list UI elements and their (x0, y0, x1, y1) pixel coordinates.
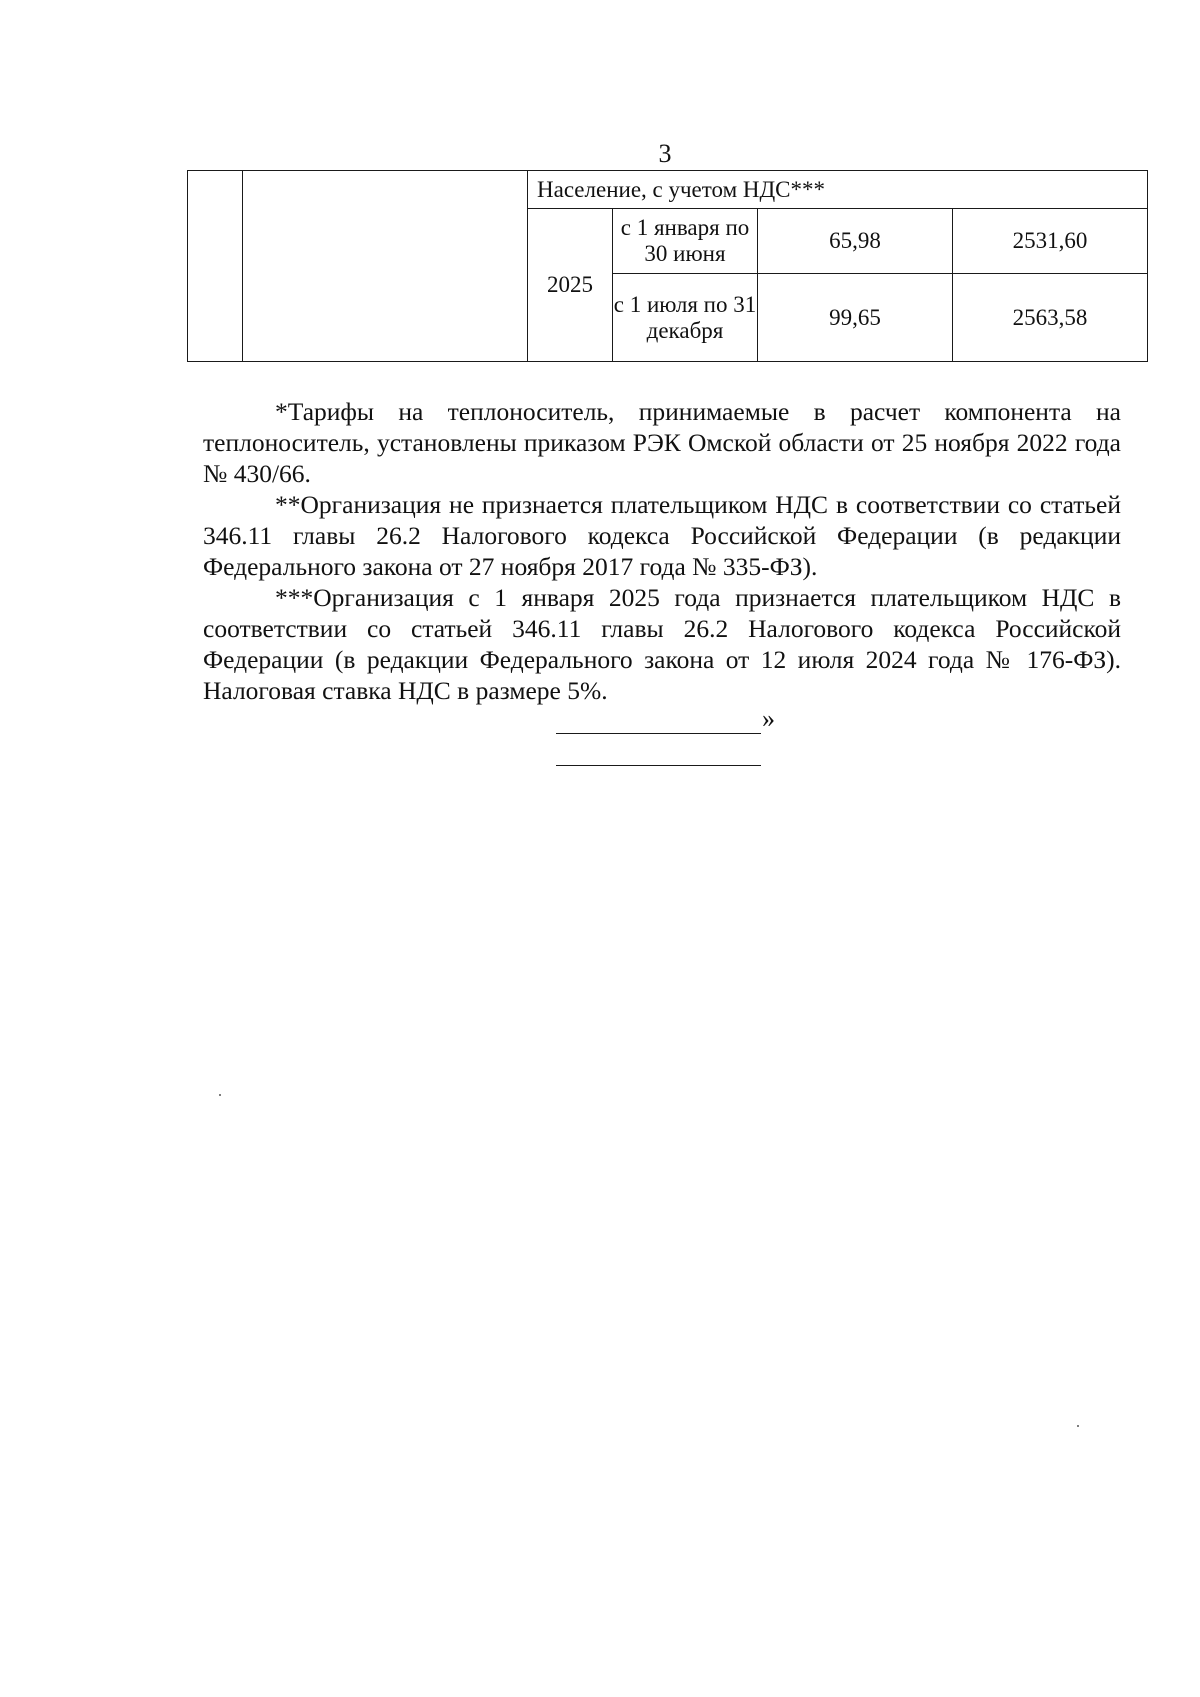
signature-line-upper (556, 733, 761, 734)
tariff-table (187, 170, 1148, 362)
signature-line-lower (556, 765, 761, 766)
group-header-cell: Население, с учетом НДС*** (528, 171, 1148, 209)
value-cell: 99,65 (758, 274, 953, 362)
scan-speck (1077, 1425, 1079, 1427)
period-cell: с 1 января по 30 июня (613, 209, 758, 274)
value-cell: 65,98 (758, 209, 953, 274)
footnotes (203, 396, 1121, 706)
footnote-1: *Тарифы на теплоноситель, принимаемые в расчет компонента на теплоноситель, установлены приказом РЭК Омской области от 25 ноября 2022 года № 430/66. (203, 397, 1121, 488)
table-cell-index (188, 171, 243, 362)
footnote-2: **Организация не признается плательщиком НДС в соответствии со статьей 346.11 главы 26.2 Налогового кодекса Российской Федерации (в редакции Федерального закона от 27 ноября 2017 года № 335-ФЗ). (203, 490, 1121, 581)
value-cell: 2563,58 (953, 274, 1148, 362)
year-cell: 2025 (528, 209, 613, 362)
closing-quote: » (762, 704, 775, 733)
scan-speck (219, 1094, 221, 1096)
footnote-3: ***Организация с 1 января 2025 года признается плательщиком НДС в соответствии со статьей 346.11 главы 26.2 Налогового кодекса Российской Федерации (в редакции Федерального закона от 12 июля 2024 года № 176-ФЗ). Налоговая ставка НДС в размере 5%. (203, 583, 1121, 705)
table-row-header (188, 171, 1148, 209)
period-cell: с 1 июля по 31 декабря (613, 274, 758, 362)
page-number: 3 (658, 139, 672, 168)
table-cell-name (243, 171, 528, 362)
value-cell: 2531,60 (953, 209, 1148, 274)
